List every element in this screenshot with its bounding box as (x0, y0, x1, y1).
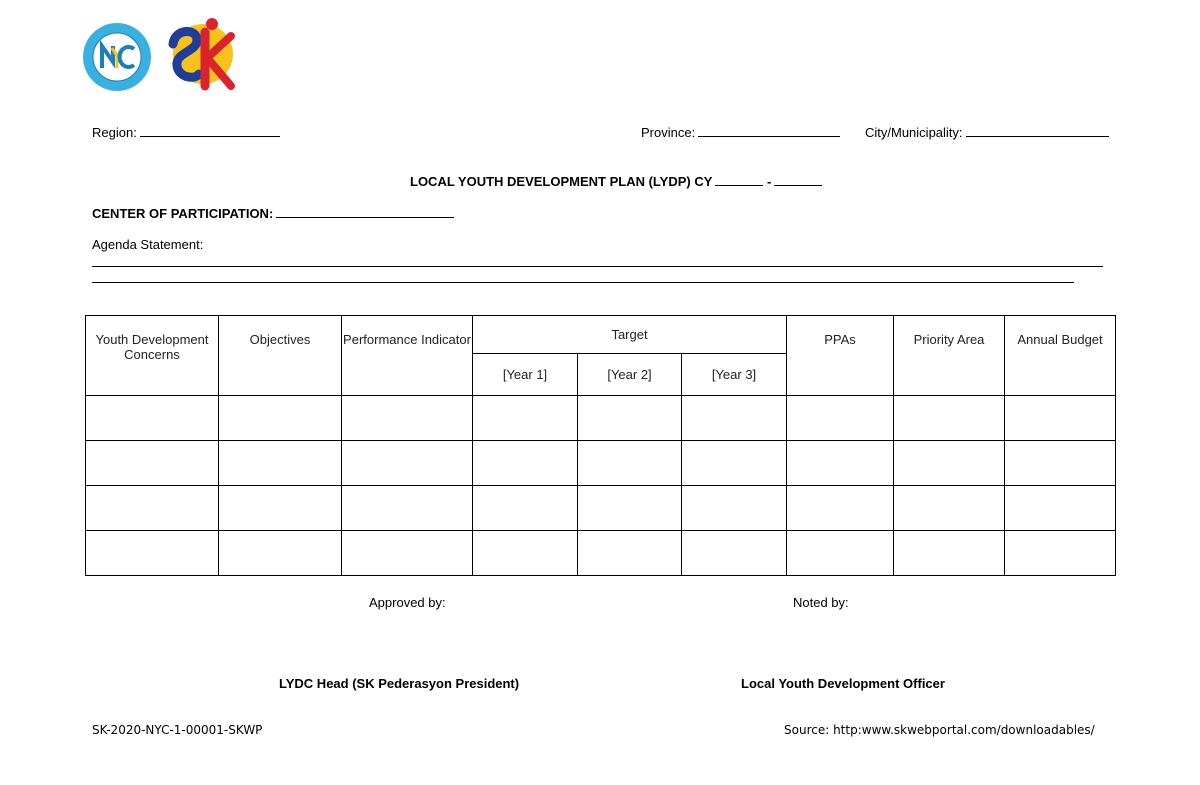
header-concerns: Youth Development Concerns (86, 316, 219, 396)
nyc-logo-icon (82, 22, 152, 92)
cell-ppas[interactable] (787, 396, 894, 441)
agenda-line-2[interactable] (92, 282, 1074, 283)
cell-concerns[interactable] (86, 531, 219, 576)
agenda-line-1[interactable] (92, 266, 1103, 267)
cell-concerns[interactable] (86, 486, 219, 531)
cell-concerns[interactable] (86, 441, 219, 486)
agenda-label: Agenda Statement: (92, 237, 204, 252)
cell-year-2[interactable] (578, 396, 682, 441)
header-target: Target (473, 316, 787, 354)
cell-indicator[interactable] (342, 531, 473, 576)
cell-ppas[interactable] (787, 531, 894, 576)
cell-priority[interactable] (894, 486, 1005, 531)
region-field (92, 124, 280, 140)
table-row (86, 396, 1116, 441)
province-field (641, 124, 840, 140)
cell-year-2[interactable] (578, 441, 682, 486)
cell-objectives[interactable] (219, 486, 342, 531)
cell-budget[interactable] (1005, 531, 1116, 576)
approved-by-label: Approved by: (369, 595, 446, 610)
region-input-line[interactable] (140, 124, 280, 137)
cell-priority[interactable] (894, 396, 1005, 441)
cell-year-2[interactable] (578, 486, 682, 531)
noter-title: Local Youth Development Officer (741, 676, 945, 691)
year-end-line[interactable] (774, 173, 822, 186)
header-indicator: Performance Indicator (342, 316, 473, 396)
document-code: SK-2020-NYC-1-00001-SKWP (92, 723, 263, 737)
header-year-2: [Year 2] (578, 354, 682, 396)
cell-ppas[interactable] (787, 441, 894, 486)
header-ppas: PPAs (787, 316, 894, 396)
cell-year-3[interactable] (682, 486, 787, 531)
cell-objectives[interactable] (219, 396, 342, 441)
cell-budget[interactable] (1005, 441, 1116, 486)
city-input-line[interactable] (966, 124, 1109, 137)
title-text: LOCAL YOUTH DEVELOPMENT PLAN (LYDP) CY (410, 174, 713, 189)
approver-title: LYDC Head (SK Pederasyon President) (279, 676, 520, 691)
center-of-participation-field (92, 205, 454, 221)
city-field (865, 124, 1109, 140)
cell-objectives[interactable] (219, 441, 342, 486)
center-input-line[interactable] (276, 205, 454, 218)
header-year-1: [Year 1] (473, 354, 578, 396)
cell-priority[interactable] (894, 531, 1005, 576)
cell-budget[interactable] (1005, 486, 1116, 531)
cell-priority[interactable] (894, 441, 1005, 486)
cell-year-1[interactable] (473, 396, 578, 441)
cell-indicator[interactable] (342, 396, 473, 441)
cell-indicator[interactable] (342, 486, 473, 531)
cell-objectives[interactable] (219, 531, 342, 576)
table-row (86, 531, 1116, 576)
title-separator: - (767, 174, 772, 189)
cell-year-1[interactable] (473, 531, 578, 576)
source-link[interactable]: Source: http:www.skwebportal.com/downloadables/ (784, 723, 1095, 737)
cell-year-1[interactable] (473, 441, 578, 486)
city-label: City/Municipality: (865, 125, 963, 140)
header-year-3: [Year 3] (682, 354, 787, 396)
cell-year-2[interactable] (578, 531, 682, 576)
cell-budget[interactable] (1005, 396, 1116, 441)
region-label: Region: (92, 125, 137, 140)
header-budget: Annual Budget (1005, 316, 1116, 396)
table-row (86, 486, 1116, 531)
lydp-table (85, 315, 1116, 576)
cell-ppas[interactable] (787, 486, 894, 531)
cell-year-1[interactable] (473, 486, 578, 531)
sk-logo-icon (165, 14, 237, 94)
center-label: CENTER OF PARTICIPATION: (92, 206, 274, 221)
province-label: Province: (641, 125, 696, 140)
province-input-line[interactable] (698, 124, 840, 137)
noted-by-label: Noted by: (793, 595, 849, 610)
table-row (86, 441, 1116, 486)
cell-year-3[interactable] (682, 396, 787, 441)
year-start-line[interactable] (715, 173, 763, 186)
page-title (410, 173, 822, 189)
cell-year-3[interactable] (682, 441, 787, 486)
cell-year-3[interactable] (682, 531, 787, 576)
header-priority: Priority Area (894, 316, 1005, 396)
cell-indicator[interactable] (342, 441, 473, 486)
header-objectives: Objectives (219, 316, 342, 396)
cell-concerns[interactable] (86, 396, 219, 441)
